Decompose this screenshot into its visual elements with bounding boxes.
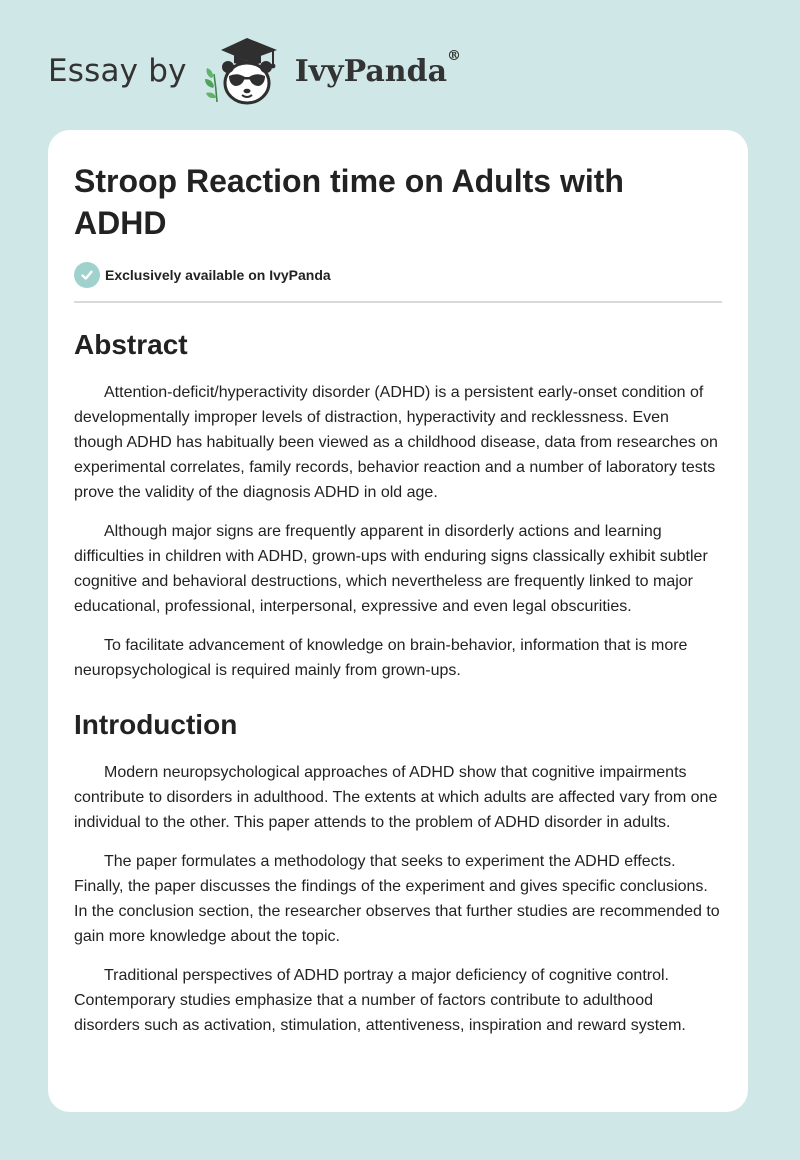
- brand-name[interactable]: IvyPanda®: [294, 47, 462, 89]
- abstract-paragraph: To facilitate advancement of knowledge on brain-behavior, information that is more neuropsychological is required mainly from grown-ups.: [74, 637, 688, 679]
- panda-graduate-icon[interactable]: [201, 34, 293, 108]
- brand-prefix: Essay by: [48, 53, 187, 89]
- brand-header: [48, 34, 461, 108]
- abstract-paragraph: Attention-deficit/hyperactivity disorder (ADHD) is a persistent early-onset condition of developmentally improper levels of distraction, hyperactivity and recklessness. Even though ADHD has habitually been viewed as a childhood disease, data from researches on experimental correlates, family records, behavior reaction and a number of laboratory tests prove the validity of the diagnosis ADHD in old age.: [74, 384, 718, 501]
- introduction-paragraph: The paper formulates a methodology that seeks to experiment the ADHD effects. Finally, the paper discusses the findings of the experiment and gives specific conclusions. In the conclusion section, the researcher observes that further studies are recommended to gain more knowledge about the topic.: [74, 853, 720, 945]
- abstract-paragraph: Although major signs are frequently apparent in disorderly actions and learning difficulties in children with ADHD, grown-ups with enduring signs classically exhibit subtler cognitive and behavioral destructions, which nevertheless are frequently linked to major educational, professional, interpersonal, expressive and even legal obscurities.: [74, 523, 708, 615]
- section-heading-introduction: Introduction: [74, 709, 238, 740]
- exclusive-label: Exclusively available on IvyPanda: [105, 267, 331, 283]
- introduction-paragraph: Modern neuropsychological approaches of ADHD show that cognitive impairments contribute to disorders in adulthood. The extents at which adults are affected vary from one individual to the other. This paper attends to the problem of ADHD disorder in adults.: [74, 764, 718, 831]
- page-title: Stroop Reaction time on Adults with ADHD: [74, 163, 624, 241]
- essay-card: [48, 130, 748, 1112]
- exclusive-badge-row: [74, 262, 722, 303]
- introduction-paragraph: Traditional perspectives of ADHD portray a major deficiency of cognitive control. Contemporary studies emphasize that a number of factors contribute to adulthood disorders such as activation, stimulation, attentiveness, inspiration and reward system.: [74, 967, 686, 1034]
- section-heading-abstract: Abstract: [74, 329, 188, 360]
- check-icon: [74, 262, 100, 288]
